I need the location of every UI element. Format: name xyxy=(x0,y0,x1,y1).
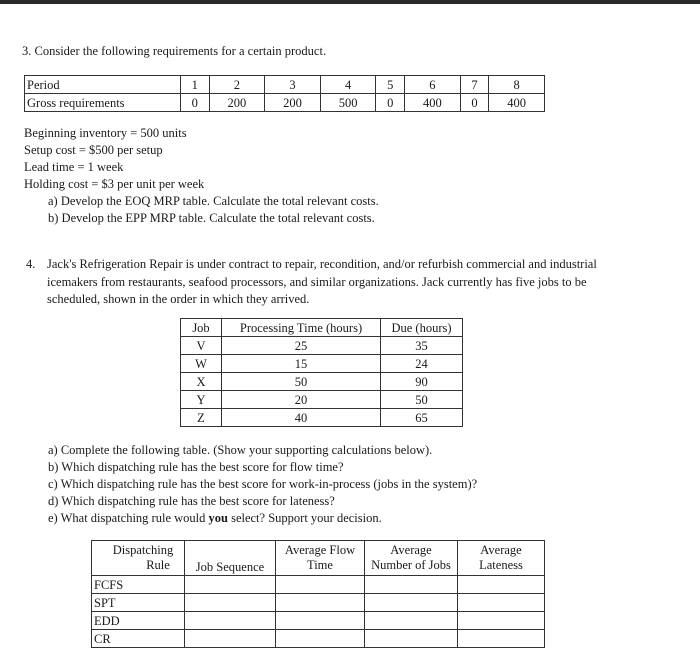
answer-cell[interactable] xyxy=(365,630,458,648)
dispatching-header-row xyxy=(92,541,545,576)
job-cell: Z xyxy=(181,409,222,427)
processing-time-header: Processing Time (hours) xyxy=(222,319,381,337)
lead-time: Lead time = 1 week xyxy=(24,160,124,174)
job-cell: W xyxy=(181,355,222,373)
answer-cell[interactable] xyxy=(458,576,545,594)
period-cell: 3 xyxy=(265,76,321,94)
avg-lateness-header-line2: Lateness xyxy=(479,558,523,572)
period-cell: 2 xyxy=(209,76,265,94)
holding-cost: Holding cost = $3 per unit per week xyxy=(24,177,205,191)
due-cell: 35 xyxy=(381,337,463,355)
q4-number: 4. xyxy=(26,257,36,271)
q4-paragraph: Jack's Refrigeration Repair is under contract to repair, recondition, and/or refurbish commercial and industrial icemakers from restaurants, seafood processors, and similar organizations. Jack currently has five jobs to be scheduled, shown in the order in which they arrived. xyxy=(47,257,597,306)
due-cell: 50 xyxy=(381,391,463,409)
q4-part-e-suffix: select? Support your decision. xyxy=(227,511,382,525)
period-cell: 7 xyxy=(460,76,489,94)
answer-cell[interactable] xyxy=(185,576,276,594)
answer-cell[interactable] xyxy=(458,612,545,630)
gross-cell: 400 xyxy=(405,94,461,112)
due-cell: 24 xyxy=(381,355,463,373)
rule-cell-edd: EDD xyxy=(92,612,185,630)
gross-row xyxy=(25,94,545,112)
period-label: Period xyxy=(25,76,181,94)
rule-cell-cr: CR xyxy=(92,630,185,648)
period-cell: 4 xyxy=(320,76,376,94)
dispatching-rule-header-line2: Rule xyxy=(146,558,170,572)
avg-number-jobs-header xyxy=(365,541,458,576)
processing-time-cell: 20 xyxy=(222,391,381,409)
q4-paragraph-block xyxy=(26,256,626,309)
beginning-inventory: Beginning inventory = 500 units xyxy=(24,126,187,140)
jobs-table xyxy=(180,318,463,427)
table-row xyxy=(181,409,463,427)
jobs-header-row xyxy=(181,319,463,337)
gross-cell: 0 xyxy=(181,94,210,112)
dispatching-rule-header xyxy=(92,541,185,576)
rule-cell-spt: SPT xyxy=(92,594,185,612)
answer-cell[interactable] xyxy=(458,594,545,612)
due-header: Due (hours) xyxy=(381,319,463,337)
table-row xyxy=(181,337,463,355)
answer-cell[interactable] xyxy=(365,594,458,612)
answer-cell[interactable] xyxy=(185,612,276,630)
gross-cell: 500 xyxy=(320,94,376,112)
avg-number-jobs-header-line2: Number of Jobs xyxy=(371,558,451,572)
answer-cell[interactable] xyxy=(185,594,276,612)
table-row xyxy=(92,630,545,648)
gross-cell: 0 xyxy=(460,94,489,112)
table-row xyxy=(181,355,463,373)
q4-part-a: a) Complete the following table. (Show your supporting calculations below). xyxy=(48,443,433,457)
q4-part-d: d) Which dispatching rule has the best score for lateness? xyxy=(48,494,335,508)
period-cell: 1 xyxy=(181,76,210,94)
answer-cell[interactable] xyxy=(365,612,458,630)
due-cell: 65 xyxy=(381,409,463,427)
dispatching-table xyxy=(91,540,545,648)
rule-cell-fcfs: FCFS xyxy=(92,576,185,594)
q4-part-b: b) Which dispatching rule has the best score for flow time? xyxy=(48,460,344,474)
answer-cell[interactable] xyxy=(276,630,365,648)
job-sequence-header: Job Sequence xyxy=(185,541,276,576)
job-cell: X xyxy=(181,373,222,391)
avg-flow-time-header xyxy=(276,541,365,576)
period-cell: 5 xyxy=(376,76,405,94)
gross-label: Gross requirements xyxy=(25,94,181,112)
table-row xyxy=(181,391,463,409)
avg-flow-time-header-line1: Average Flow xyxy=(284,543,356,557)
q4-part-e-prefix: e) What dispatching rule would xyxy=(48,511,209,525)
table-row xyxy=(92,576,545,594)
dispatching-rule-header-line1: Dispatching xyxy=(112,543,174,557)
job-cell: V xyxy=(181,337,222,355)
table-row xyxy=(92,594,545,612)
processing-time-cell: 50 xyxy=(222,373,381,391)
q4-part-e xyxy=(48,510,382,526)
answer-cell[interactable] xyxy=(276,576,365,594)
q4-part-c: c) Which dispatching rule has the best score for work-in-process (jobs in the system)? xyxy=(48,477,478,491)
q3-part-b: b) Develop the EPP MRP table. Calculate the total relevant costs. xyxy=(48,211,375,225)
table-row xyxy=(181,373,463,391)
answer-cell[interactable] xyxy=(276,594,365,612)
processing-time-cell: 15 xyxy=(222,355,381,373)
job-header: Job xyxy=(181,319,222,337)
q4-part-e-bold: you xyxy=(208,511,228,525)
period-cell: 8 xyxy=(489,76,545,94)
avg-lateness-header xyxy=(458,541,545,576)
q3-part-a: a) Develop the EOQ MRP table. Calculate the total relevant costs. xyxy=(48,194,379,208)
answer-cell[interactable] xyxy=(276,612,365,630)
gross-cell: 200 xyxy=(209,94,265,112)
processing-time-cell: 40 xyxy=(222,409,381,427)
gross-cell: 400 xyxy=(489,94,545,112)
requirements-table xyxy=(24,75,545,112)
avg-number-jobs-header-line1: Average xyxy=(390,543,432,557)
processing-time-cell: 25 xyxy=(222,337,381,355)
gross-cell: 200 xyxy=(265,94,321,112)
period-cell: 6 xyxy=(405,76,461,94)
answer-cell[interactable] xyxy=(185,630,276,648)
period-row xyxy=(25,76,545,94)
job-cell: Y xyxy=(181,391,222,409)
setup-cost: Setup cost = $500 per setup xyxy=(24,143,163,157)
due-cell: 90 xyxy=(381,373,463,391)
gross-cell: 0 xyxy=(376,94,405,112)
top-border xyxy=(0,0,700,4)
avg-flow-time-header-line2: Time xyxy=(307,558,333,572)
table-row xyxy=(92,612,545,630)
q3-title: 3. Consider the following requirements for a certain product. xyxy=(22,44,327,58)
answer-cell[interactable] xyxy=(458,630,545,648)
answer-cell[interactable] xyxy=(365,576,458,594)
avg-lateness-header-line1: Average xyxy=(480,543,522,557)
